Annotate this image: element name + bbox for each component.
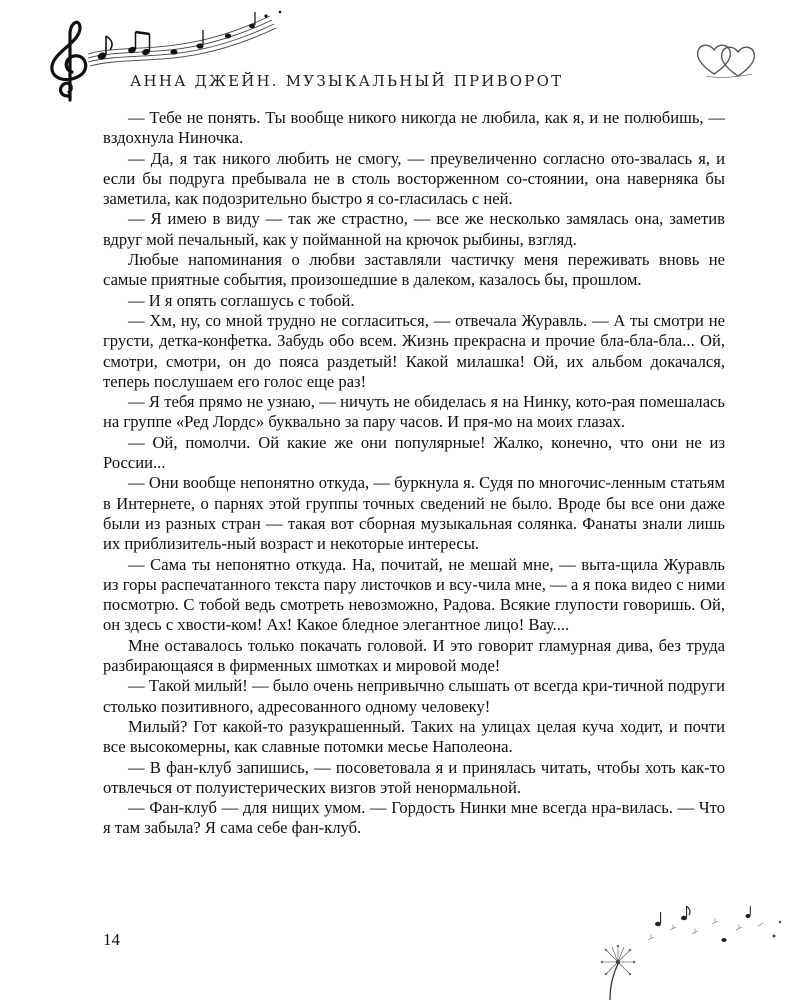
paragraph: — В фан-клуб запишись, — посоветовала я и принялась читать, чтобы хоть как-то отвлечься от полуистерических визгов этой ненормальной.: [103, 757, 725, 797]
paragraph: — Я имею в виду — так же страстно, — все же несколько замялась она, заметив вдруг мой печальный, как у пойманной на крючок рыбины, взгляд.: [103, 209, 725, 249]
paragraph: — Сама ты непонятно откуда. На, почитай, не мешай мне, — выта-щила Журавль из горы распечатанного текста пару листочков и всу-чила мне, — а я пока видео с ними посмотрю. С тобой ведь смотреть невозможно, Радова. Всякие глупости говоришь. Ой, он здесь с хвости-ком! Ах! Какое бледное элегантное лицо! Вау....: [103, 554, 725, 635]
page-body: [103, 108, 725, 839]
page-number: 14: [103, 930, 120, 949]
dandelion-music-notes-icon: [588, 900, 788, 1000]
running-title: АННА ДЖЕЙН. МУЗЫКАЛЬНЫЙ ПРИВОРОТ: [130, 72, 564, 90]
paragraph: Любые напоминания о любви заставляли частичку меня переживать вновь не самые приятные события, произошедшие в далеком, казалось бы, прошлом.: [103, 250, 725, 290]
paragraph: — Да, я так никого любить не смогу, — преувеличенно согласно ото-звалась я, и если бы подруга пребывала не в столь восторженном со-стоянии, она наверняка бы заметила, как подозрительно быстро я со-гласилась с ней.: [103, 148, 725, 209]
paragraph: — Хм, ну, со мной трудно не согласиться, — отвечала Журавль. — А ты смотри не грусти, детка-конфетка. Забудь обо всем. Жизнь прекрасна и прочие бла-бла-бла... Ой, смотри, смотри, он до пояса раздетый! Какой милашка! Ой, их альбом докачался, теперь послушаем его голос еще раз!: [103, 310, 725, 391]
paragraph: — Они вообще непонятно откуда, — буркнула я. Судя по многочис-ленным статьям в Интернете, о парнях этой группы точных сведений не было. Вроде бы все они даже были из разных стран — такая вот сборная музыкальная солянка. Фанаты знали лишь их приблизитель-ный возраст и некоторые интересы.: [103, 473, 725, 554]
paragraph: Мне оставалось только покачать головой. И это говорит гламурная дива, без труда разбирающаяся в фирменных шмотках и мировой моде!: [103, 635, 725, 676]
paragraph: — Ой, помолчи. Ой какие же они популярные! Жалко, конечно, что они не из России...: [103, 432, 725, 473]
paragraph: — Такой милый! — было очень непривычно слышать от всегда кри-тичной подруги столько позитивного, адресованного одному человеку!: [103, 676, 725, 716]
paragraph: — Тебе не понять. Ты вообще никого никогда не любила, как я, и не полюбишь, — вздохнула Ниночка.: [103, 108, 725, 148]
paragraph: — Я тебя прямо не узнаю, — ничуть не обиделась я на Нинку, кото-рая помешалась на группе «Ред Лордс» буквально за пару часов. И пря-мо на моих глазах.: [103, 392, 725, 432]
hearts-icon: [692, 40, 764, 80]
paragraph: Милый? Гот какой-то разукрашенный. Таких на улицах целая куча ходит, и почти все высокомерны, как славные потомки месье Наполеона.: [103, 716, 725, 757]
paragraph: — И я опять соглашусь с тобой.: [128, 290, 355, 310]
paragraph: — Фан-клуб — для нищих умом. — Гордость Нинки мне всегда нра-вилась. — Что я там забыла? Я сама себе фан-клуб.: [103, 798, 725, 838]
